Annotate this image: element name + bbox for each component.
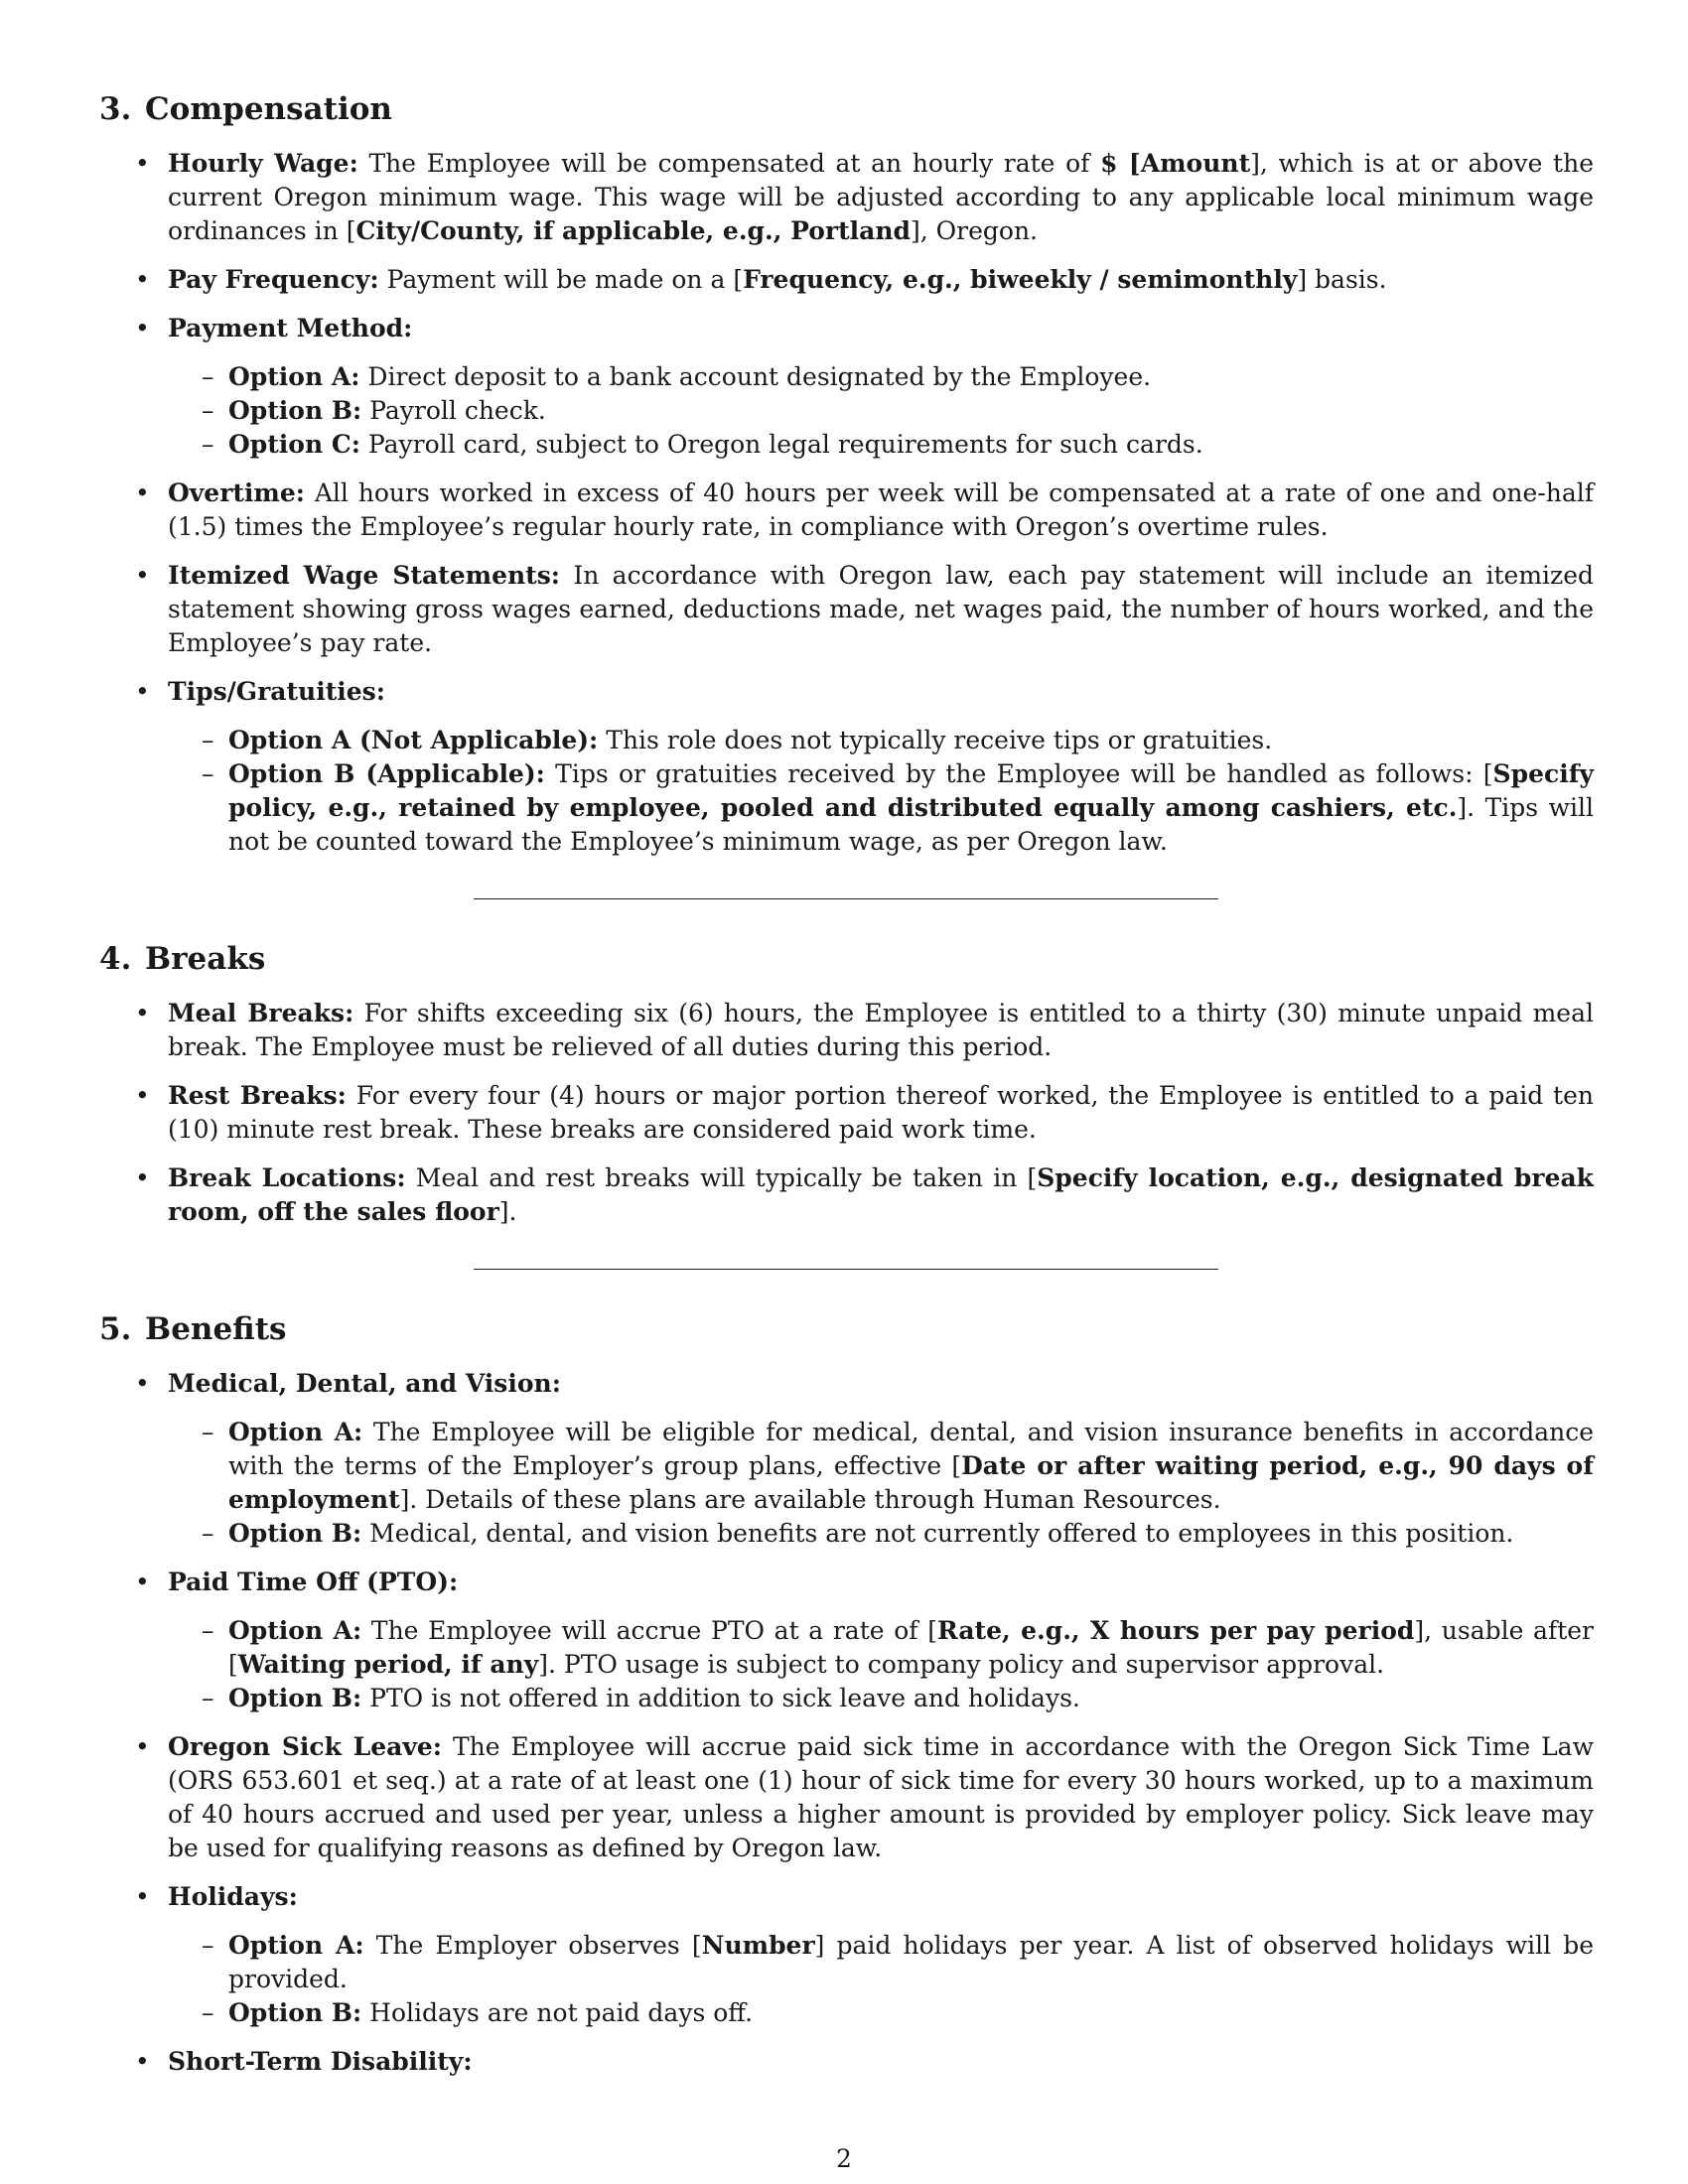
option-label: Option A:	[228, 1616, 362, 1645]
sub-item-option-a	[168, 1614, 1594, 1682]
section-benefits	[99, 1309, 1594, 2079]
option-label: Option B:	[228, 1998, 362, 2027]
option-text: ]. Details of these plans are available through Human Resources.	[399, 1485, 1221, 1514]
item-label: Tips/Gratuities:	[168, 677, 385, 706]
list-item-rest-breaks	[99, 1079, 1594, 1147]
sub-list	[168, 1416, 1594, 1551]
section-breaks	[99, 939, 1594, 1229]
item-label: Payment Method:	[168, 314, 413, 342]
item-text: All hours worked in excess of 40 hours per week will be compensated at a rate of one and one-half (1.5) times the Employee’s regular hourly rate, in compliance with Oregon’s overtime rules.	[168, 478, 1594, 541]
option-text: Holidays are not paid days off.	[361, 1998, 754, 2027]
section-number: 4.	[99, 941, 132, 977]
sub-list	[168, 360, 1594, 462]
item-label: Oregon Sick Leave:	[168, 1732, 443, 1761]
option-text: Payroll check.	[361, 396, 546, 425]
sub-item-option-b	[168, 1996, 1594, 2030]
option-text: ], usable after [	[228, 1616, 1595, 1679]
item-label: Overtime:	[168, 478, 306, 507]
section-compensation	[99, 89, 1594, 859]
sub-item-option-a	[168, 360, 1594, 394]
option-label: Option C:	[228, 430, 360, 459]
item-text: Payment will be made on a [	[378, 265, 744, 294]
list-item-meal-breaks	[99, 997, 1594, 1064]
item-text: ] basis.	[1297, 265, 1387, 294]
bullet-list	[99, 147, 1594, 859]
bullet-list	[99, 1367, 1594, 2079]
placeholder-text: Frequency, e.g., biweekly / semimonthly	[743, 265, 1298, 294]
list-item-medical	[99, 1367, 1594, 1551]
list-item-break-locations	[99, 1161, 1594, 1229]
item-text: For every four (4) hours or major portion thereof worked, the Employee is entitled to a paid ten (10) minute rest break. These breaks are considered paid work time.	[168, 1081, 1594, 1144]
item-label: Itemized Wage Statements:	[168, 561, 561, 590]
option-label: Option B:	[228, 1519, 362, 1548]
option-label: Option A:	[228, 1418, 363, 1446]
option-text: ]. PTO usage is subject to company policy and supervisor approval.	[538, 1650, 1385, 1679]
sub-item-option-b	[168, 757, 1594, 859]
option-text: Payroll card, subject to Oregon legal requirements for such cards.	[359, 430, 1203, 459]
item-label: Medical, Dental, and Vision:	[168, 1369, 561, 1398]
option-text: PTO is not offered in addition to sick leave and holidays.	[361, 1684, 1080, 1712]
sub-item-option-a	[168, 1929, 1594, 1996]
sub-list	[168, 724, 1594, 859]
item-text: The Employee will accrue paid sick time in accordance with the Oregon Sick Time Law (ORS 653.601 et seq.) at a rate of at least one (1) hour of sick time for every 30 hours worked, up to a maximum of 40 hours accrued and used per year, unless a higher amount is provided by employer policy. Sick leave may be used for qualifying reasons as defined by Oregon law.	[168, 1732, 1594, 1862]
option-text: The Employer observes [	[363, 1931, 702, 1960]
section-heading	[99, 939, 1594, 979]
item-text: For shifts exceeding six (6) hours, the Employee is entitled to a thirty (30) minute unpaid meal break. The Employee must be relieved of all duties during this period.	[168, 999, 1594, 1061]
list-item-overtime	[99, 477, 1594, 544]
option-label: Option A:	[228, 1931, 364, 1960]
item-label: Hourly Wage:	[168, 149, 358, 178]
placeholder-text: City/County, if applicable, e.g., Portland	[355, 216, 911, 245]
section-heading	[99, 89, 1594, 129]
horizontal-rule	[474, 898, 1218, 899]
item-text: Meal and rest breaks will typically be taken in [	[405, 1163, 1038, 1192]
item-label: Break Locations:	[168, 1163, 406, 1192]
section-title: Breaks	[145, 941, 266, 977]
option-label: Option B:	[228, 396, 362, 425]
list-item-payment-method	[99, 312, 1594, 462]
section-title: Compensation	[145, 91, 392, 127]
placeholder-text: $ [Amount	[1100, 149, 1251, 178]
option-text: ]. Tips will not be counted toward the Employee’s minimum wage, as per Oregon law.	[228, 793, 1594, 856]
sub-list	[168, 1929, 1594, 2030]
document-page	[99, 89, 1594, 2094]
item-text: ], which is at or above the current Oregon minimum wage. This wage will be adjusted according to any applicable local minimum wage ordinances in [	[168, 149, 1594, 245]
sub-list	[168, 1614, 1594, 1715]
list-item-pay-frequency	[99, 263, 1594, 297]
horizontal-rule	[474, 1269, 1218, 1270]
sub-item-option-a	[168, 1416, 1594, 1517]
list-item-short-term-disability	[99, 2045, 1594, 2079]
list-item-pto	[99, 1566, 1594, 1715]
placeholder-text: Rate, e.g., X hours per pay period	[936, 1616, 1415, 1645]
item-text: ], Oregon.	[911, 216, 1038, 245]
sub-item-option-c	[168, 428, 1594, 462]
sub-item-option-a	[168, 724, 1594, 757]
item-label: Rest Breaks:	[168, 1081, 347, 1110]
placeholder-text: Number	[701, 1931, 815, 1960]
list-item-holidays	[99, 1880, 1594, 2030]
sub-item-option-b	[168, 1517, 1594, 1551]
option-label: Option B:	[228, 1684, 362, 1712]
option-text: This role does not typically receive tips or gratuities.	[598, 726, 1273, 754]
placeholder-text: Specify policy, e.g., retained by employee, pooled and distributed equally among cashiers, etc.	[228, 759, 1594, 822]
option-text: The Employee will accrue PTO at a rate of [	[361, 1616, 937, 1645]
list-item-tips	[99, 675, 1594, 859]
sub-item-option-b	[168, 1682, 1594, 1715]
item-text: In accordance with Oregon law, each pay statement will include an itemized statement showing gross wages earned, deductions made, net wages paid, the number of hours worked, and the Employee’s pay rate.	[168, 561, 1594, 657]
item-label: Holidays:	[168, 1882, 298, 1911]
bullet-list	[99, 997, 1594, 1229]
section-number: 3.	[99, 91, 132, 127]
section-title: Benefits	[145, 1311, 287, 1347]
page-number: 2	[836, 2144, 852, 2173]
option-text: The Employee will be eligible for medical, dental, and vision insurance benefits in accordance with the terms of the Employer’s group plans, effective [	[228, 1418, 1595, 1480]
item-text: The Employee will be compensated at an hourly rate of	[357, 149, 1101, 178]
list-item-hourly-wage	[99, 147, 1594, 248]
option-label: Option A:	[228, 362, 360, 391]
item-label: Paid Time Off (PTO):	[168, 1568, 459, 1596]
option-label: Option A (Not Applicable):	[228, 726, 599, 754]
sub-item-option-b	[168, 394, 1594, 428]
list-item-itemized-statements	[99, 559, 1594, 660]
option-text: ] paid holidays per year. A list of observed holidays will be provided.	[228, 1931, 1594, 1993]
option-text: Medical, dental, and vision benefits are not currently offered to employees in this position.	[361, 1519, 1514, 1548]
item-label: Pay Frequency:	[168, 265, 379, 294]
item-label: Meal Breaks:	[168, 999, 354, 1027]
option-text: Tips or gratuities received by the Employee will be handled as follows: [	[544, 759, 1493, 788]
section-number: 5.	[99, 1311, 132, 1347]
item-label: Short-Term Disability:	[168, 2047, 473, 2076]
placeholder-text: Specify location, e.g., designated break room, off the sales floor	[168, 1163, 1594, 1226]
list-item-sick-leave	[99, 1730, 1594, 1865]
section-heading	[99, 1309, 1594, 1349]
option-text: Direct deposit to a bank account designated by the Employee.	[359, 362, 1152, 391]
placeholder-text: Date or after waiting period, e.g., 90 days of employment	[228, 1451, 1594, 1514]
placeholder-text: Waiting period, if any	[237, 1650, 539, 1679]
item-text: ].	[498, 1197, 517, 1226]
option-label: Option B (Applicable):	[228, 759, 545, 788]
